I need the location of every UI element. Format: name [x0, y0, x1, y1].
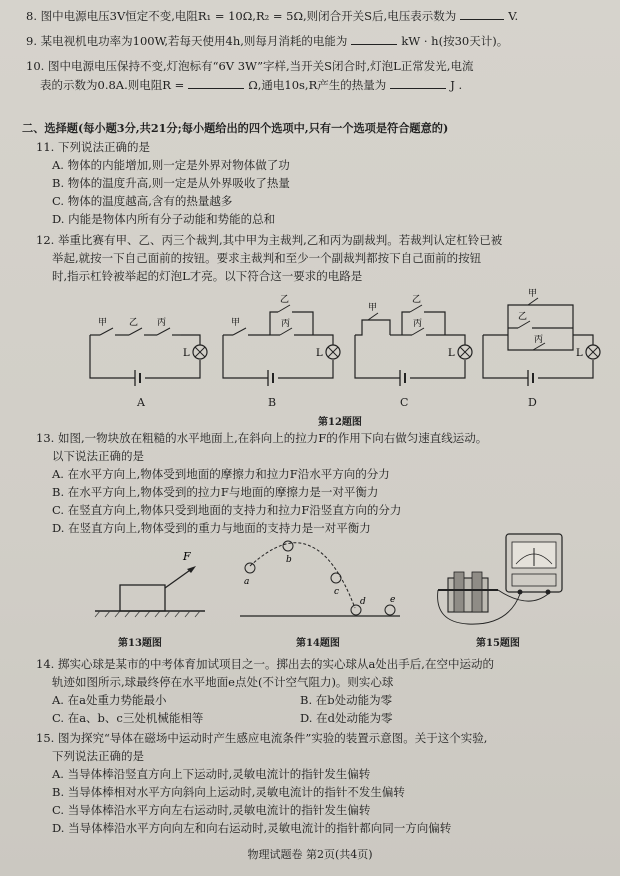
question-10-text-c: J . — [450, 78, 463, 92]
question-10-line-1: 10. 图中电源电压保持不变,灯泡标有“6V 3W”字样,当开关S闭合时,灯泡L正常发光,电流 — [26, 59, 474, 73]
figure-13-block-diagram — [95, 548, 215, 623]
question-8 — [26, 8, 518, 24]
question-13-line: 13. 如图,一物块放在粗糙的水平地面上,在斜向上的拉力F的作用下向右做匀速直线运动。 — [36, 431, 488, 445]
circuit-label-b: B — [268, 396, 277, 409]
switch-label: 丙 — [281, 319, 291, 329]
point-label: a — [244, 577, 250, 587]
switch-label: 乙 — [129, 318, 139, 328]
option[interactable]: B. 在水平方向上,物体受到的拉力F与地面的摩擦力是一对平衡力 — [52, 485, 379, 499]
question-9 — [26, 33, 508, 49]
question-8-text: 8. 图中电源电压3V恒定不变,电阻R₁ = 10Ω,R₂ = 5Ω,则闭合开关S后,电压表示数为 — [26, 9, 457, 23]
question-15-line: 15. 图为探究“导体在磁场中运动时产生感应电流条件”实验的装置示意图。关于这个实验, — [36, 731, 488, 745]
question-11-stem: 11. 下列说法正确的是 — [36, 140, 150, 154]
question-13-line: 以下说法正确的是 — [52, 449, 144, 463]
switch-label: 丙 — [157, 318, 167, 328]
switch-label: 甲 — [528, 289, 538, 299]
question-12-line: 12. 举重比赛有甲、乙、丙三个裁判,其中甲为主裁判,乙和丙为副裁判。若裁判认定杠铃已被 — [36, 233, 503, 247]
circuit-label-c: C — [400, 396, 409, 409]
question-15-line: 下列说法正确的是 — [52, 749, 144, 763]
answer-blank[interactable] — [351, 33, 397, 45]
lamp-label: L — [448, 348, 455, 359]
question-10-text-b: Ω,通电10s,R产生的热量为 — [248, 78, 387, 92]
switch-label: 甲 — [231, 318, 241, 328]
option[interactable]: C. 物体的温度越高,含有的热量越多 — [52, 194, 233, 208]
circuit-label-d: D — [528, 396, 537, 409]
switch-label: 乙 — [518, 312, 528, 322]
answer-blank[interactable] — [188, 77, 244, 89]
lamp-label: L — [183, 348, 190, 359]
circuit-diagram-d — [478, 290, 603, 385]
page-footer: 物理试题卷 第2页(共4页) — [247, 848, 373, 861]
option[interactable]: D. 内能是物体内所有分子动能和势能的总和 — [52, 212, 276, 226]
switch-label: 乙 — [280, 295, 290, 305]
option[interactable]: B. 在b处动能为零 — [300, 693, 393, 707]
switch-label: 乙 — [412, 295, 422, 305]
figure-14-trajectory-diagram — [240, 538, 410, 628]
option[interactable]: A. 物体的内能增加,则一定是外界对物体做了功 — [52, 158, 290, 172]
switch-label: 丙 — [534, 335, 544, 345]
question-10-line-2 — [40, 77, 462, 93]
question-12-line: 举起,就按一下自己面前的按钮。要求主裁判和至少一个副裁判都按下自己面前的按钮 — [52, 251, 482, 265]
point-label: d — [360, 597, 366, 607]
option[interactable]: C. 在a、b、c三处机械能相等 — [52, 711, 204, 725]
answer-blank[interactable] — [390, 77, 446, 89]
figure-caption-13: 第13题图 — [118, 638, 162, 649]
option[interactable]: B. 物体的温度升高,则一定是从外界吸收了热量 — [52, 176, 290, 190]
option[interactable]: A. 在a处重力势能最小 — [52, 693, 167, 707]
question-9-unit: kW · h(按30天计)。 — [401, 34, 509, 48]
option[interactable]: D. 在竖直方向上,物体受到的重力与地面的支持力是一对平衡力 — [52, 521, 371, 535]
option[interactable]: A. 在水平方向上,物体受到地面的摩擦力和拉力F沿水平方向的分力 — [52, 467, 390, 481]
option[interactable]: D. 在d处动能为零 — [300, 711, 393, 725]
figure-caption-15: 第15题图 — [476, 638, 520, 649]
question-8-unit: V. — [508, 9, 519, 23]
circuit-diagram-a — [85, 300, 210, 395]
figure-caption-14: 第14题图 — [296, 638, 340, 649]
question-14-line: 轨迹如图所示,球最终停在水平地面e点处(不计空气阻力)。则实心球 — [52, 675, 394, 689]
question-14-line: 14. 掷实心球是某市的中考体育加试项目之一。掷出去的实心球从a处出手后,在空中运动的 — [36, 657, 494, 671]
figure-15-apparatus-diagram — [438, 530, 568, 630]
option[interactable]: C. 在竖直方向上,物体只受到地面的支持力和拉力F沿竖直方向的分力 — [52, 503, 402, 517]
section-heading: 二、选择题(每小题3分,共21分;每小题给出的四个选项中,只有一个选项是符合题意的) — [22, 121, 449, 135]
question-12-line: 时,指示杠铃被举起的灯泡L才亮。以下符合这一要求的电路是 — [52, 269, 363, 283]
option[interactable]: D. 当导体棒沿水平方向向左和向右运动时,灵敏电流计的指针都向同一方向偏转 — [52, 821, 452, 835]
question-9-text: 9. 某电视机电功率为100W,若每天使用4h,则每月消耗的电能为 — [26, 34, 348, 48]
switch-label: 甲 — [98, 318, 108, 328]
option[interactable]: B. 当导体棒相对水平方向斜向上运动时,灵敏电流计的指针不发生偏转 — [52, 785, 405, 799]
figure-caption-12: 第12题图 — [318, 417, 362, 428]
answer-blank[interactable] — [460, 8, 504, 20]
switch-label: 甲 — [368, 303, 378, 313]
circuit-diagram-c — [350, 290, 475, 385]
question-10-text-a: 表的示数为0.8A.则电阻R = — [40, 78, 185, 92]
point-label: b — [286, 555, 292, 565]
lamp-label: L — [316, 348, 323, 359]
option[interactable]: A. 当导体棒沿竖直方向上下运动时,灵敏电流计的指针发生偏转 — [52, 767, 371, 781]
circuit-label-a: A — [137, 396, 145, 409]
force-label: F — [183, 550, 191, 563]
switch-label: 丙 — [413, 319, 423, 329]
circuit-diagram-b — [218, 290, 343, 385]
option[interactable]: C. 当导体棒沿水平方向左右运动时,灵敏电流计的指针发生偏转 — [52, 803, 371, 817]
point-label: e — [390, 595, 396, 605]
point-label: c — [334, 587, 340, 597]
lamp-label: L — [576, 348, 583, 359]
